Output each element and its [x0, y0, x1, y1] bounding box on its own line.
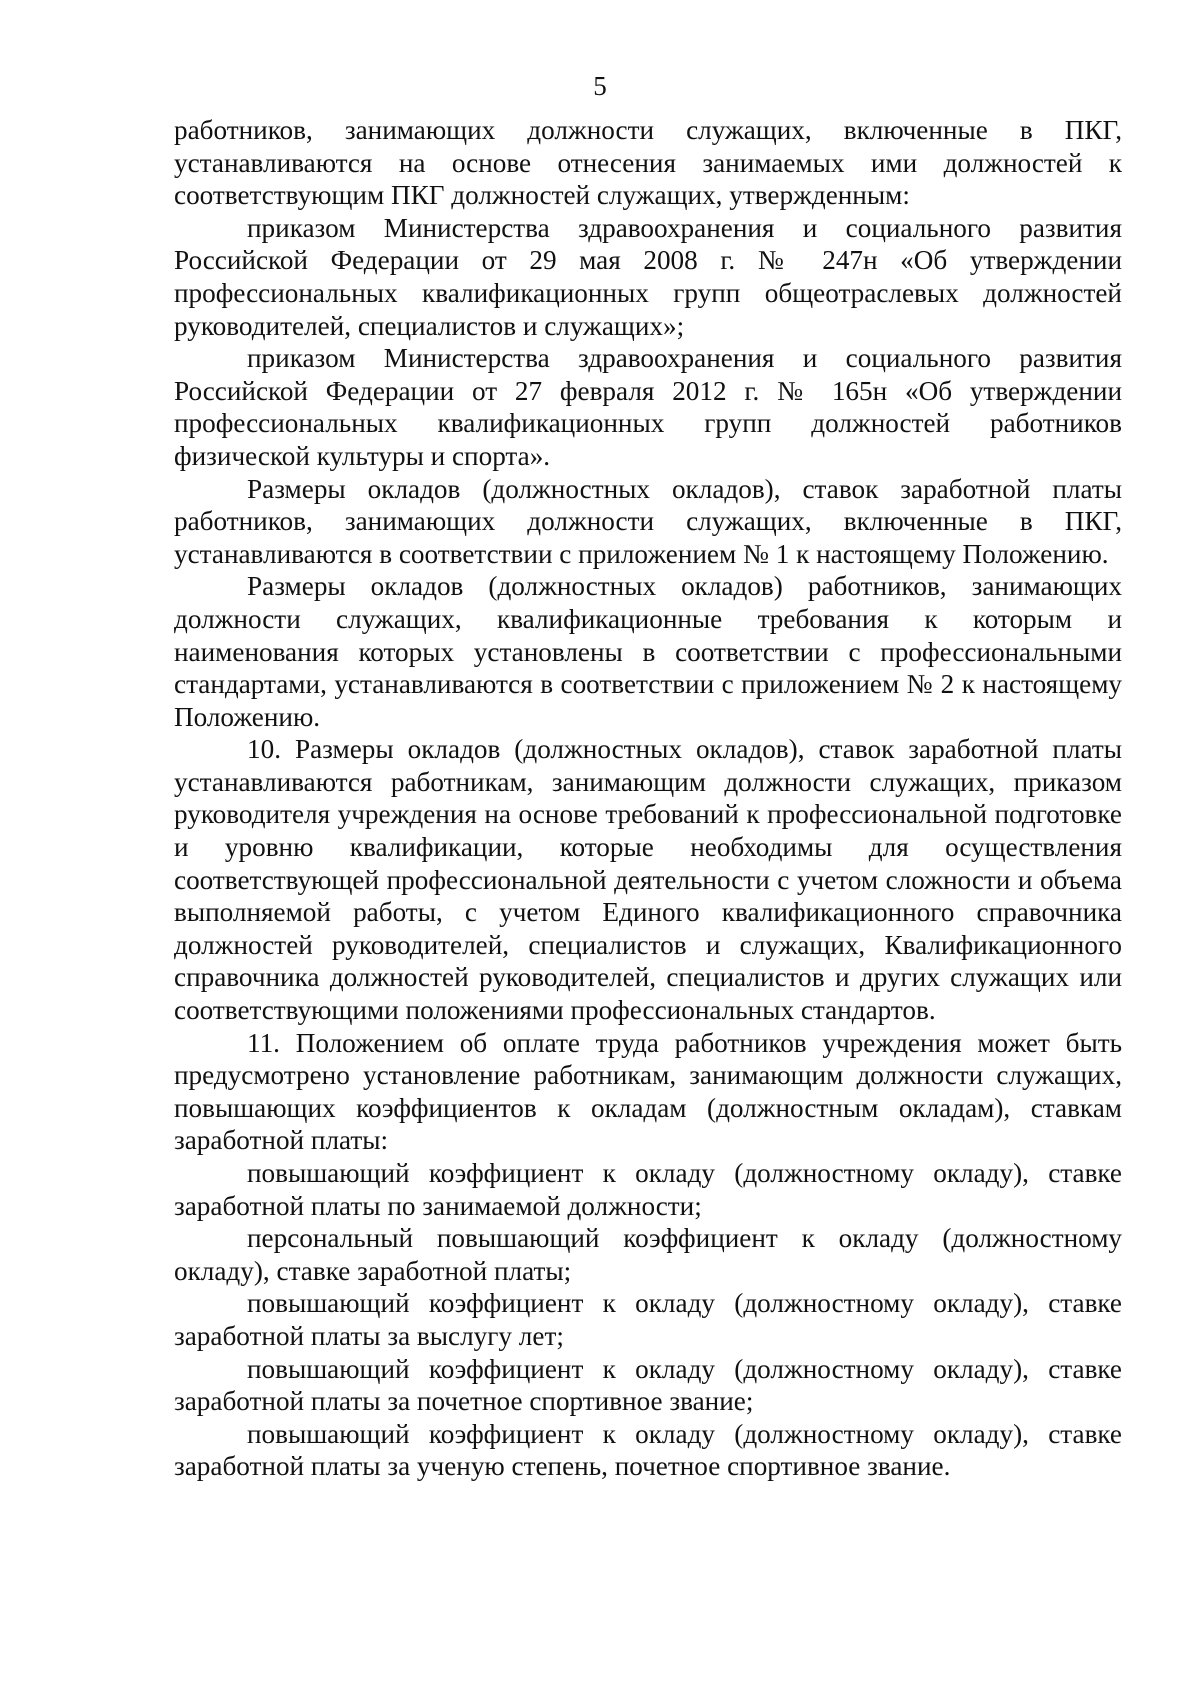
- paragraph-order-165n: приказом Министерства здравоохранения и социального развития Российской Федерации от 27 февраля 2012 г. № 165н «Об утверждении профессиональных квалификационных групп должностей работников физической культуры и спорта».: [174, 343, 1122, 471]
- paragraph-salary-appendix-2: Размеры окладов (должностных окладов) работников, занимающих должности служащих, квалификационные требования к которым и наименования которых установлены в соответствии с профессиональными стандартами, устанавливаются в соответствии с приложением № 2 к настоящему Положению.: [174, 571, 1122, 732]
- document-body: [174, 114, 1122, 1483]
- paragraph-coefficient-seniority: повышающий коэффициент к окладу (должностному окладу), ставке заработной платы за выслугу лет;: [174, 1288, 1122, 1351]
- paragraph-item-10: 10. Размеры окладов (должностных окладов), ставок заработной платы устанавливаются работникам, занимающим должности служащих, приказом руководителя учреждения на основе требований к профессиональной подготовке и уровню квалификации, которые необходимы для осуществления соответствующей профессиональной деятельности с учетом сложности и объема выполняемой работы, с учетом Единого квалификационного справочника должностей руководителей, специалистов и служащих, Квалификационного справочника должностей руководителей, специалистов и других служащих или соответствующими положениями профессиональных стандартов.: [174, 734, 1122, 1026]
- paragraph-continuation: работников, занимающих должности служащих, включенные в ПКГ, устанавливаются на основе отнесения занимаемых ими должностей к соответствующим ПКГ должностей служащих, утвержденным:: [174, 115, 1122, 211]
- page-number: 5: [593, 71, 607, 101]
- paragraph-coefficient-position: повышающий коэффициент к окладу (должностному окладу), ставке заработной платы по занимаемой должности;: [174, 1158, 1122, 1221]
- paragraph-salary-appendix-1: Размеры окладов (должностных окладов), ставок заработной платы работников, занимающих должности служащих, включенные в ПКГ, устанавливаются в соответствии с приложением № 1 к настоящему Положению.: [174, 473, 1122, 569]
- paragraph-coefficient-personal: персональный повышающий коэффициент к окладу (должностному окладу), ставке заработной платы;: [174, 1223, 1122, 1286]
- paragraph-item-11: 11. Положением об оплате труда работников учреждения может быть предусмотрено установление работникам, занимающим должности служащих, повышающих коэффициентов к окладам (должностным окладам), ставкам заработной платы:: [174, 1027, 1122, 1156]
- paragraph-order-247n: приказом Министерства здравоохранения и социального развития Российской Федерации от 29 мая 2008 г. № 247н «Об утверждении профессиональных квалификационных групп общеотраслевых должностей руководителей, специалистов и служащих»;: [174, 212, 1122, 341]
- paragraph-coefficient-degree: повышающий коэффициент к окладу (должностному окладу), ставке заработной платы за ученую степень, почетное спортивное звание.: [174, 1418, 1122, 1482]
- paragraph-coefficient-sports-title: повышающий коэффициент к окладу (должностному окладу), ставке заработной платы за почетное спортивное звание;: [174, 1353, 1122, 1417]
